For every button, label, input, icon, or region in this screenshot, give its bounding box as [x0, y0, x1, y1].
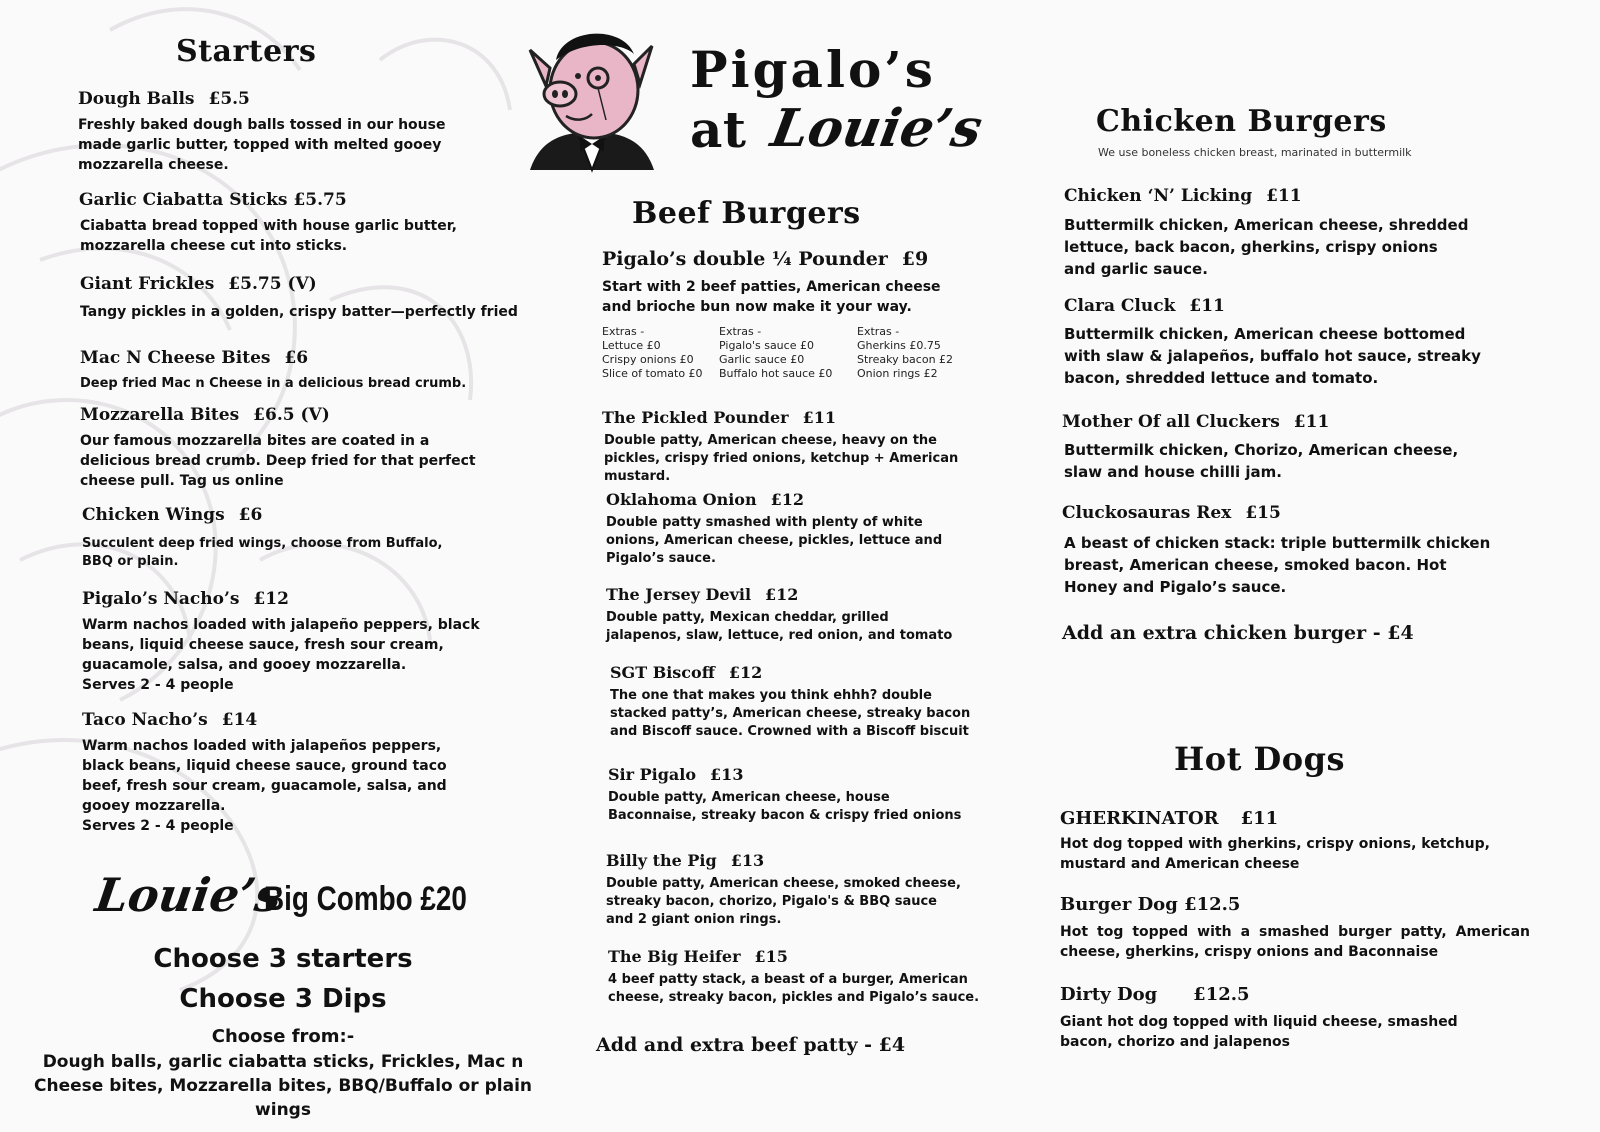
- beef-item-title: The Jersey Devil £12: [606, 585, 799, 604]
- combo-script-logo: Louie’s: [92, 868, 285, 922]
- chicken-item-title: Cluckosauras Rex £15: [1062, 503, 1281, 523]
- chicken-item-desc: Buttermilk chicken, Chorizo, American cheese, slaw and house chilli jam.: [1064, 441, 1459, 481]
- chicken-burgers-heading: Chicken Burgers: [1096, 104, 1387, 139]
- beef-item-desc: The one that makes you think ehhh? double stacked patty’s, American cheese, streaky bacon and Biscoff sauce. Crowned with a Biscoff biscuit: [610, 688, 971, 739]
- hot-dog-title: Dirty Dog £12.5: [1060, 984, 1250, 1005]
- starter-title: Garlic Ciabatta Sticks £5.75: [79, 190, 347, 210]
- beef-burgers-heading: Beef Burgers: [632, 196, 861, 231]
- starter-desc: Warm nachos loaded with jalapeños peppers, black beans, liquid cheese sauce, ground taco beef, fresh sour cream, guacamole, salsa, and gooey mozzarella.: [82, 738, 447, 814]
- chicken-item-desc: Buttermilk chicken, American cheese, shredded lettuce, back bacon, gherkins, crispy onions and garlic sauce.: [1064, 216, 1469, 278]
- combo-choose-from: Choose from:-: [211, 1026, 355, 1047]
- beef-item-desc: Double patty, American cheese, smoked cheese, streaky bacon, chorizo, Pigalo's & BBQ sauce and 2 giant onion rings.: [606, 876, 961, 927]
- beef-item-title: The Big Heifer £15: [608, 947, 788, 966]
- chicken-item-desc: Buttermilk chicken, American cheese bottomed with slaw & jalapeños, buffalo hot sauce, streaky bacon, shredded lettuce and tomato.: [1064, 325, 1481, 387]
- hot-dog-desc: Giant hot dog topped with liquid cheese, smashed bacon, chorizo and jalapenos: [1060, 1014, 1458, 1050]
- feature-burger-title: Pigalo’s double ¼ Pounder £9: [602, 248, 929, 270]
- beef-item-desc: Double patty smashed with plenty of white onions, American cheese, pickles, lettuce and Pigalo’s sauce.: [606, 515, 943, 566]
- chicken-subheading: We use boneless chicken breast, marinated in buttermilk: [1098, 146, 1412, 159]
- brand-script-louies: Louie’s: [766, 98, 987, 159]
- pig-mascot-icon: [522, 20, 662, 180]
- brand-title-line1: Pigalo’s: [690, 40, 936, 99]
- beef-item-title: Oklahoma Onion £12: [606, 490, 804, 509]
- starter-desc: Ciabatta bread topped with house garlic butter, mozzarella cheese cut into sticks.: [80, 218, 457, 254]
- starter-desc: Tangy pickles in a golden, crispy batter—perfectly fried: [80, 304, 518, 320]
- combo-options: Dough balls, garlic ciabatta sticks, Frickles, Mac n Cheese bites, Mozzarella bites, BBQ/Buffalo or plain wings: [34, 1052, 532, 1120]
- hot-dog-title: GHERKINATOR £11: [1060, 808, 1279, 829]
- starter-title: Mac N Cheese Bites £6: [80, 348, 309, 368]
- combo-line-dips: Choose 3 Dips: [179, 984, 387, 1014]
- starter-title: Chicken Wings £6: [82, 505, 263, 525]
- chicken-item-title: Chicken ‘N’ Licking £11: [1064, 186, 1302, 206]
- beef-item-title: SGT Biscoff £12: [610, 663, 763, 682]
- beef-item-desc: Double patty, Mexican cheddar, grilled jalapenos, slaw, lettuce, red onion, and tomato: [606, 610, 953, 643]
- starters-heading: Starters: [176, 34, 317, 69]
- starter-desc: Succulent deep fried wings, choose from Buffalo, BBQ or plain.: [82, 536, 443, 569]
- combo-title: Big Combo £20: [264, 880, 467, 918]
- chicken-item-title: Clara Cluck £11: [1064, 296, 1225, 316]
- brand-title-at: at: [690, 100, 747, 159]
- hot-dogs-heading: Hot Dogs: [1174, 740, 1345, 778]
- starter-desc: Warm nachos loaded with jalapeño peppers, black beans, liquid cheese sauce, fresh sour cream, guacamole, salsa, and gooey mozzarella.: [82, 617, 480, 673]
- starter-desc: Freshly baked dough balls tossed in our house made garlic butter, topped with melted gooey mozzarella cheese.: [78, 117, 446, 173]
- beef-item-title: Sir Pigalo £13: [608, 765, 744, 784]
- extras-column: Extras - Gherkins £0.75 Streaky bacon £2 Onion rings £2: [857, 325, 954, 380]
- beef-item-desc: Double patty, American cheese, heavy on the pickles, crispy fried onions, ketchup + American mustard.: [604, 433, 959, 484]
- beef-addon: Add and extra beef patty - £4: [596, 1034, 906, 1056]
- chicken-item-desc: A beast of chicken stack: triple buttermilk chicken breast, American cheese, smoked bacon. Hot Honey and Pigalo’s sauce.: [1064, 534, 1491, 596]
- starter-title: Dough Balls £5.5: [78, 89, 250, 109]
- feature-burger-desc: Start with 2 beef patties, American cheese and brioche bun now make it your way.: [602, 279, 941, 315]
- beef-item-title: The Pickled Pounder £11: [602, 408, 836, 427]
- extras-column: Extras - Lettuce £0 Crispy onions £0 Slice of tomato £0: [602, 325, 703, 380]
- starter-title: Giant Frickles £5.75 (V): [80, 274, 317, 294]
- starter-note: Serves 2 - 4 people: [82, 818, 234, 834]
- hot-dog-title: Burger Dog £12.5: [1060, 894, 1241, 915]
- beef-item-title: Billy the Pig £13: [606, 851, 765, 870]
- extras-column: Extras - Pigalo's sauce £0 Garlic sauce £0 Buffalo hot sauce £0: [719, 325, 833, 380]
- beef-item-desc: Double patty, American cheese, house Baconnaise, streaky bacon & crispy fried onions: [608, 790, 962, 823]
- chicken-item-title: Mother Of all Cluckers £11: [1062, 412, 1330, 432]
- chicken-addon: Add an extra chicken burger - £4: [1062, 622, 1414, 644]
- starter-note: Serves 2 - 4 people: [82, 677, 234, 693]
- starter-title: Taco Nacho’s £14: [82, 710, 258, 730]
- beef-item-desc: 4 beef patty stack, a beast of a burger, American cheese, streaky bacon, pickles and Pigalo’s sauce.: [608, 972, 980, 1005]
- starter-desc: Our famous mozzarella bites are coated in a delicious bread crumb. Deep fried for that perfect cheese pull. Tag us online: [80, 433, 476, 489]
- starter-desc: Deep fried Mac n Cheese in a delicious bread crumb.: [80, 376, 467, 391]
- hot-dog-desc: Hot tog topped with a smashed burger patty, American cheese, gherkins, crispy onions and Baconnaise: [1060, 924, 1530, 960]
- starter-title: Pigalo’s Nacho’s £12: [82, 589, 289, 609]
- combo-line-starters: Choose 3 starters: [153, 944, 413, 974]
- hot-dog-desc: Hot dog topped with gherkins, crispy onions, ketchup, mustard and American cheese: [1060, 836, 1490, 872]
- starter-title: Mozzarella Bites £6.5 (V): [80, 405, 330, 425]
